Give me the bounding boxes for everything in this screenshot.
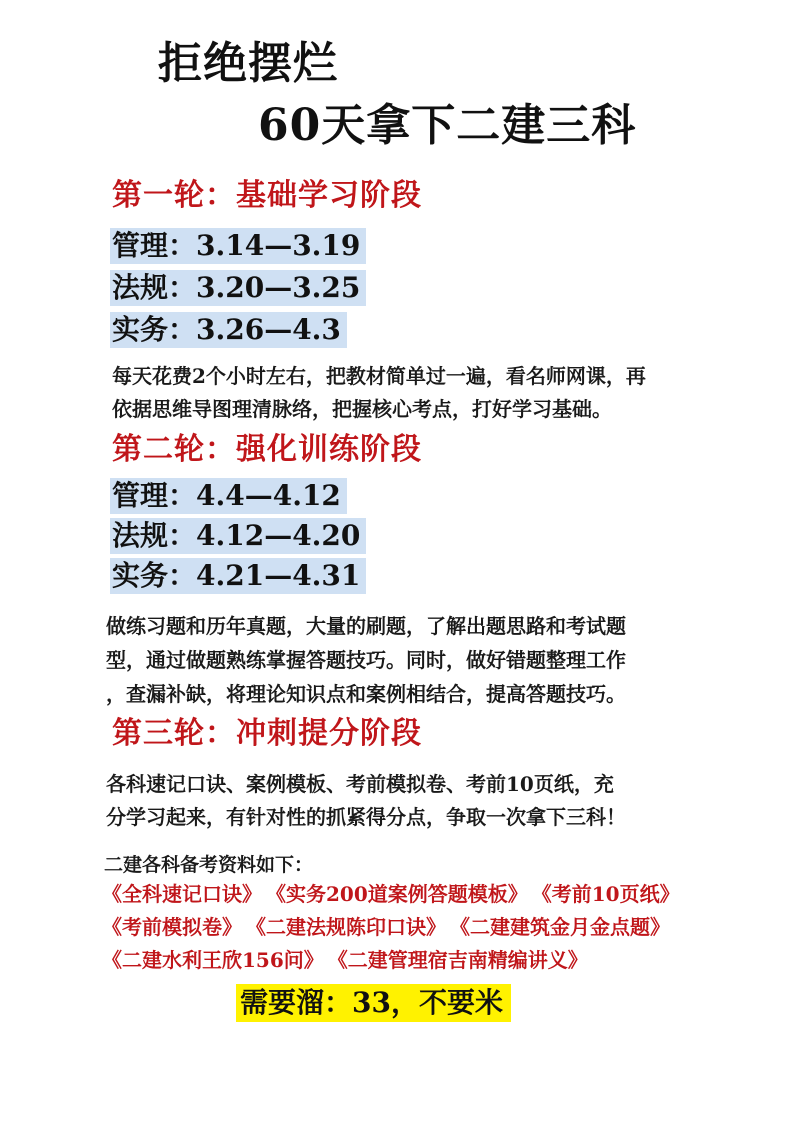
round2-desc-line-3: ，查漏补缺，将理论知识点和案例相结合，提高答题技巧。 xyxy=(106,682,626,706)
resource-item: 《二建法规陈印口诀》 xyxy=(256,915,446,939)
round2-heading: 第二轮：强化训练阶段 xyxy=(112,432,422,467)
title-line-1: 拒绝摆烂 xyxy=(158,38,338,89)
resource-item: 《考前模拟卷》 xyxy=(102,915,242,939)
round3-heading: 第三轮：冲刺提分阶段 xyxy=(112,716,422,751)
title-line-2: 60天拿下二建三科 xyxy=(258,100,637,151)
round1-desc-line-1: 每天花费2个小时左右，把教材简单过一遍，看名师网课，再 xyxy=(112,364,646,388)
resource-item: 《考前10页纸》 xyxy=(541,882,680,906)
resources-row-3 xyxy=(102,944,602,976)
resource-item: 《二建水利王欣156问》 xyxy=(102,948,324,972)
resources-row-1 xyxy=(102,878,694,910)
round1-date-management: 管理：3.14—3.19 xyxy=(110,228,366,264)
contact-note: 需要溜：33，不要米 xyxy=(236,984,511,1022)
round2-date-practice: 实务：4.21—4.31 xyxy=(110,558,366,594)
round2-date-law: 法规：4.12—4.20 xyxy=(110,518,366,554)
resources-title: 二建各科备考资料如下： xyxy=(104,854,314,876)
resource-item: 《全科速记口诀》 xyxy=(102,882,262,906)
resource-item: 《实务200道案例答题模板》 xyxy=(276,882,528,906)
resource-item: 《二建管理宿吉南精编讲义》 xyxy=(337,948,588,972)
resource-item: 《二建建筑金月金点题》 xyxy=(460,915,670,939)
round1-heading: 第一轮：基础学习阶段 xyxy=(112,178,422,213)
round1-date-practice: 实务：3.26—4.3 xyxy=(110,312,347,348)
round2-desc-line-2: 型，通过做题熟练掌握答题技巧。同时，做好错题整理工作 xyxy=(106,648,626,672)
resources-row-2 xyxy=(102,911,684,943)
round1-date-law: 法规：3.20—3.25 xyxy=(110,270,366,306)
round3-desc-line-2: 分学习起来，有针对性的抓紧得分点，争取一次拿下三科！ xyxy=(106,805,626,829)
round2-desc-line-1: 做练习题和历年真题，大量的刷题，了解出题思路和考试题 xyxy=(106,614,626,638)
round2-date-management: 管理：4.4—4.12 xyxy=(110,478,347,514)
round1-desc-line-2: 依据思维导图理清脉络，把握核心考点，打好学习基础。 xyxy=(112,397,612,421)
round3-desc-line-1: 各科速记口诀、案例模板、考前模拟卷、考前10页纸，充 xyxy=(106,772,614,796)
